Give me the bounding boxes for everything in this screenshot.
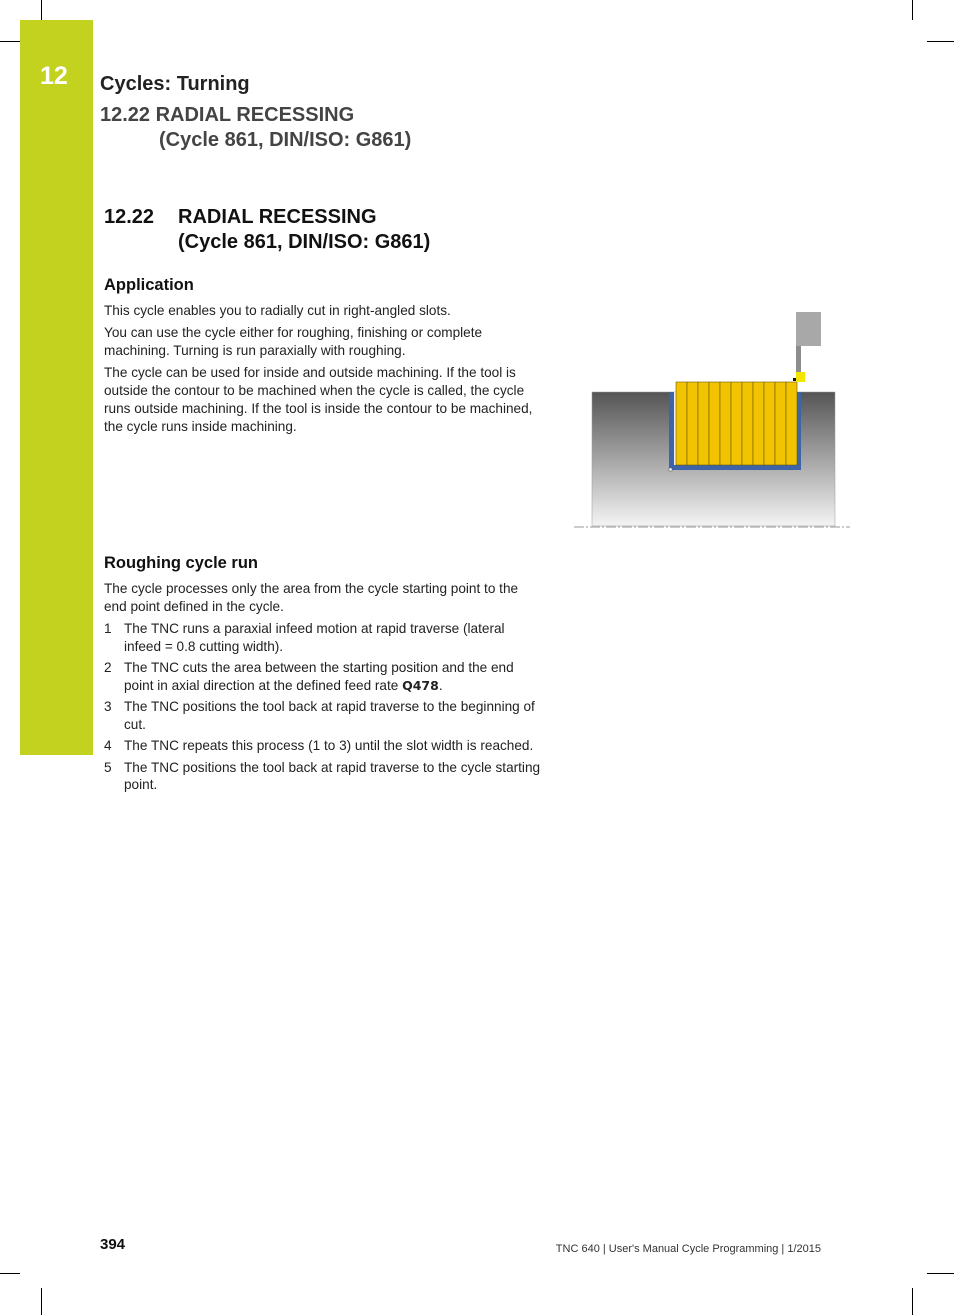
- recess-pass: [720, 382, 731, 465]
- recess-pass: [731, 382, 742, 465]
- recess-passes: [676, 382, 797, 465]
- step-text: The TNC runs a paraxial infeed motion at rapid traverse (lateral infeed = 0.8 cutting width).: [124, 621, 505, 654]
- crop-mark: [927, 41, 954, 42]
- roughing-heading: Roughing cycle run: [104, 554, 259, 572]
- tool-insert: [796, 372, 805, 382]
- step-number: 4: [104, 738, 112, 753]
- tool-shank: [796, 346, 801, 372]
- recess-pass: [709, 382, 720, 465]
- chapter-tab: [20, 20, 93, 755]
- crop-mark: [927, 1273, 954, 1274]
- recess-pass: [676, 382, 687, 465]
- paragraph: The cycle can be used for inside and outside machining. If the tool is outside the contour to be machined when the cycle is called, the cycle runs outside machining. If the tool is inside the contour to be machined, the cycle runs inside machining.: [104, 365, 533, 434]
- footer-text: TNC 640 | User's Manual Cycle Programming | 1/2015: [555, 1243, 821, 1255]
- step-number: 3: [104, 699, 112, 714]
- crop-mark: [0, 1273, 20, 1274]
- recess-pass: [775, 382, 786, 465]
- step-number: 5: [104, 759, 112, 775]
- crop-mark: [41, 1288, 42, 1315]
- radial-recessing-illustration: [570, 308, 852, 530]
- section-number: 12.22: [104, 206, 155, 228]
- list-item: [104, 759, 544, 794]
- running-header: [100, 103, 411, 153]
- recess-pass: [786, 382, 797, 465]
- page-number: 394: [100, 1236, 126, 1253]
- running-header-line1: 12.22 RADIAL RECESSING: [100, 104, 355, 126]
- recess-pass: [687, 382, 698, 465]
- start-point-marker: [793, 378, 796, 381]
- application-heading: Application: [104, 276, 194, 294]
- roughing-intro: The cycle processes only the area from the cycle starting point to the end point defined in the cycle.: [104, 581, 519, 614]
- crop-mark: [912, 0, 913, 20]
- step-text: The TNC positions the tool back at rapid traverse to the beginning of cut.: [124, 699, 535, 732]
- paragraph: This cycle enables you to radially cut in right-angled slots.: [104, 303, 451, 318]
- list-item: [104, 737, 544, 755]
- step-number: 1: [104, 621, 112, 636]
- list-item: [104, 698, 544, 733]
- recess-pass: [764, 382, 775, 465]
- chapter-number: 12: [40, 62, 68, 90]
- step-text: The TNC positions the tool back at rapid traverse to the cycle starting point.: [124, 759, 541, 792]
- crop-mark: [0, 41, 20, 42]
- section-title-line2: (Cycle 861, DIN/ISO: G861): [178, 231, 431, 253]
- running-header-line2: (Cycle 861, DIN/ISO: G861): [159, 129, 412, 151]
- list-item: [104, 659, 544, 694]
- chapter-title: Cycles: Turning: [100, 73, 250, 95]
- list-item: [104, 620, 544, 655]
- crop-mark: [912, 1288, 913, 1315]
- step-text: [124, 659, 544, 694]
- paragraph: You can use the cycle either for roughing, finishing or complete machining. Turning is run paraxially with roughing.: [104, 325, 483, 358]
- tool-holder: [796, 312, 821, 346]
- roughing-steps: [104, 620, 544, 798]
- recess-pass: [698, 382, 709, 465]
- step-number: 2: [104, 660, 112, 675]
- end-point-marker: [669, 468, 672, 471]
- step-text: The TNC repeats this process (1 to 3) until the slot width is reached.: [124, 738, 534, 753]
- crop-mark: [41, 0, 42, 20]
- parameter-q478: Q478: [402, 677, 439, 693]
- recess-pass: [753, 382, 764, 465]
- step-text-part: .: [438, 677, 443, 693]
- application-body: [104, 302, 544, 440]
- section-title-line1: RADIAL RECESSING: [178, 206, 377, 228]
- step-text-part: The TNC cuts the area between the starting position and the end point in axial direction at the defined feed rate: [124, 660, 514, 693]
- section-title: [104, 205, 430, 255]
- recess-pass: [742, 382, 753, 465]
